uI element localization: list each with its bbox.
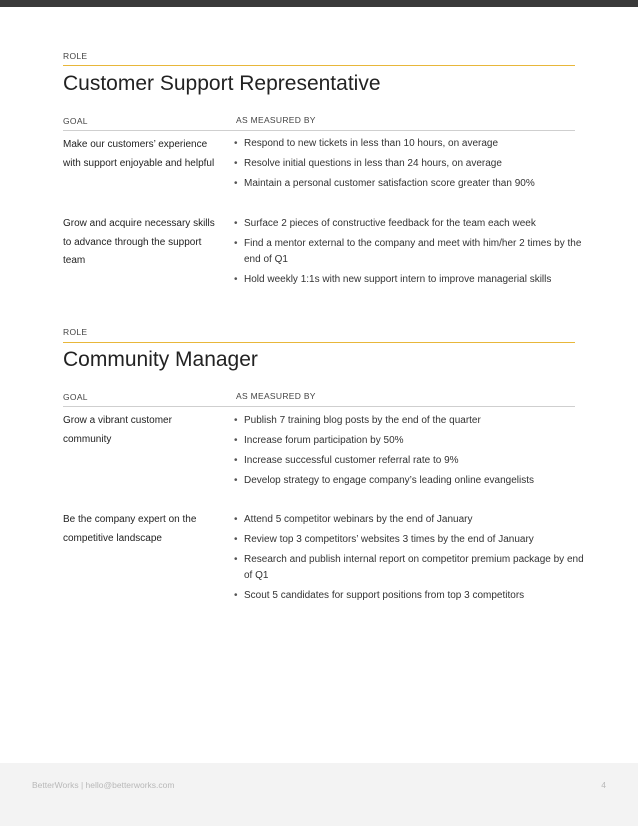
header-divider bbox=[63, 406, 575, 407]
measure-list bbox=[234, 512, 584, 608]
goal-column-header: GOAL bbox=[63, 116, 88, 126]
measure-list bbox=[234, 136, 584, 196]
header-divider bbox=[63, 130, 575, 131]
role-divider bbox=[63, 342, 575, 343]
role-label: ROLE bbox=[63, 327, 88, 337]
measure-item: • Find a mentor external to the company and meet with him/her 2 times by the end of Q1 bbox=[234, 236, 584, 268]
measure-item: • Develop strategy to engage company’s leading online evangelists bbox=[234, 473, 584, 489]
measure-item: • Publish 7 training blog posts by the end of the quarter bbox=[234, 413, 584, 429]
measure-column-header: AS MEASURED BY bbox=[236, 391, 316, 401]
measure-item: • Attend 5 competitor webinars by the end of January bbox=[234, 512, 584, 528]
footer-contact: BetterWorks | hello@betterworks.com bbox=[32, 780, 175, 790]
role-label: ROLE bbox=[63, 51, 88, 61]
page-number: 4 bbox=[601, 780, 606, 790]
goal-text: Grow a vibrant customer community bbox=[63, 415, 172, 445]
measure-item: • Research and publish internal report on competitor premium package by end of Q1 bbox=[234, 552, 584, 584]
measure-item: • Maintain a personal customer satisfaction score greater than 90% bbox=[234, 176, 584, 192]
top-bar bbox=[0, 0, 638, 7]
measure-item: • Increase successful customer referral rate to 9% bbox=[234, 453, 584, 469]
goal-text: Grow and acquire necessary skills to advance through the support team bbox=[63, 218, 215, 266]
measure-item: • Resolve initial questions in less than 24 hours, on average bbox=[234, 156, 584, 172]
role-title: Community Manager bbox=[63, 348, 258, 371]
measure-item: • Respond to new tickets in less than 10 hours, on average bbox=[234, 136, 584, 152]
measure-item: • Hold weekly 1:1s with new support intern to improve managerial skills bbox=[234, 272, 584, 288]
role-title: Customer Support Representative bbox=[63, 72, 381, 95]
measure-list bbox=[234, 413, 584, 493]
measure-item: • Surface 2 pieces of constructive feedback for the team each week bbox=[234, 216, 584, 232]
measure-list bbox=[234, 216, 584, 292]
goal-column-header: GOAL bbox=[63, 392, 88, 402]
measure-item: • Review top 3 competitors’ websites 3 times by the end of January bbox=[234, 532, 584, 548]
goal-text: Make our customers’ experience with support enjoyable and helpful bbox=[63, 139, 215, 169]
measure-item: • Increase forum participation by 50% bbox=[234, 433, 584, 449]
page-footer bbox=[0, 763, 638, 826]
measure-item: • Scout 5 candidates for support positions from top 3 competitors bbox=[234, 588, 584, 604]
role-divider bbox=[63, 65, 575, 66]
goal-text: Be the company expert on the competitive landscape bbox=[63, 514, 197, 544]
measure-column-header: AS MEASURED BY bbox=[236, 115, 316, 125]
